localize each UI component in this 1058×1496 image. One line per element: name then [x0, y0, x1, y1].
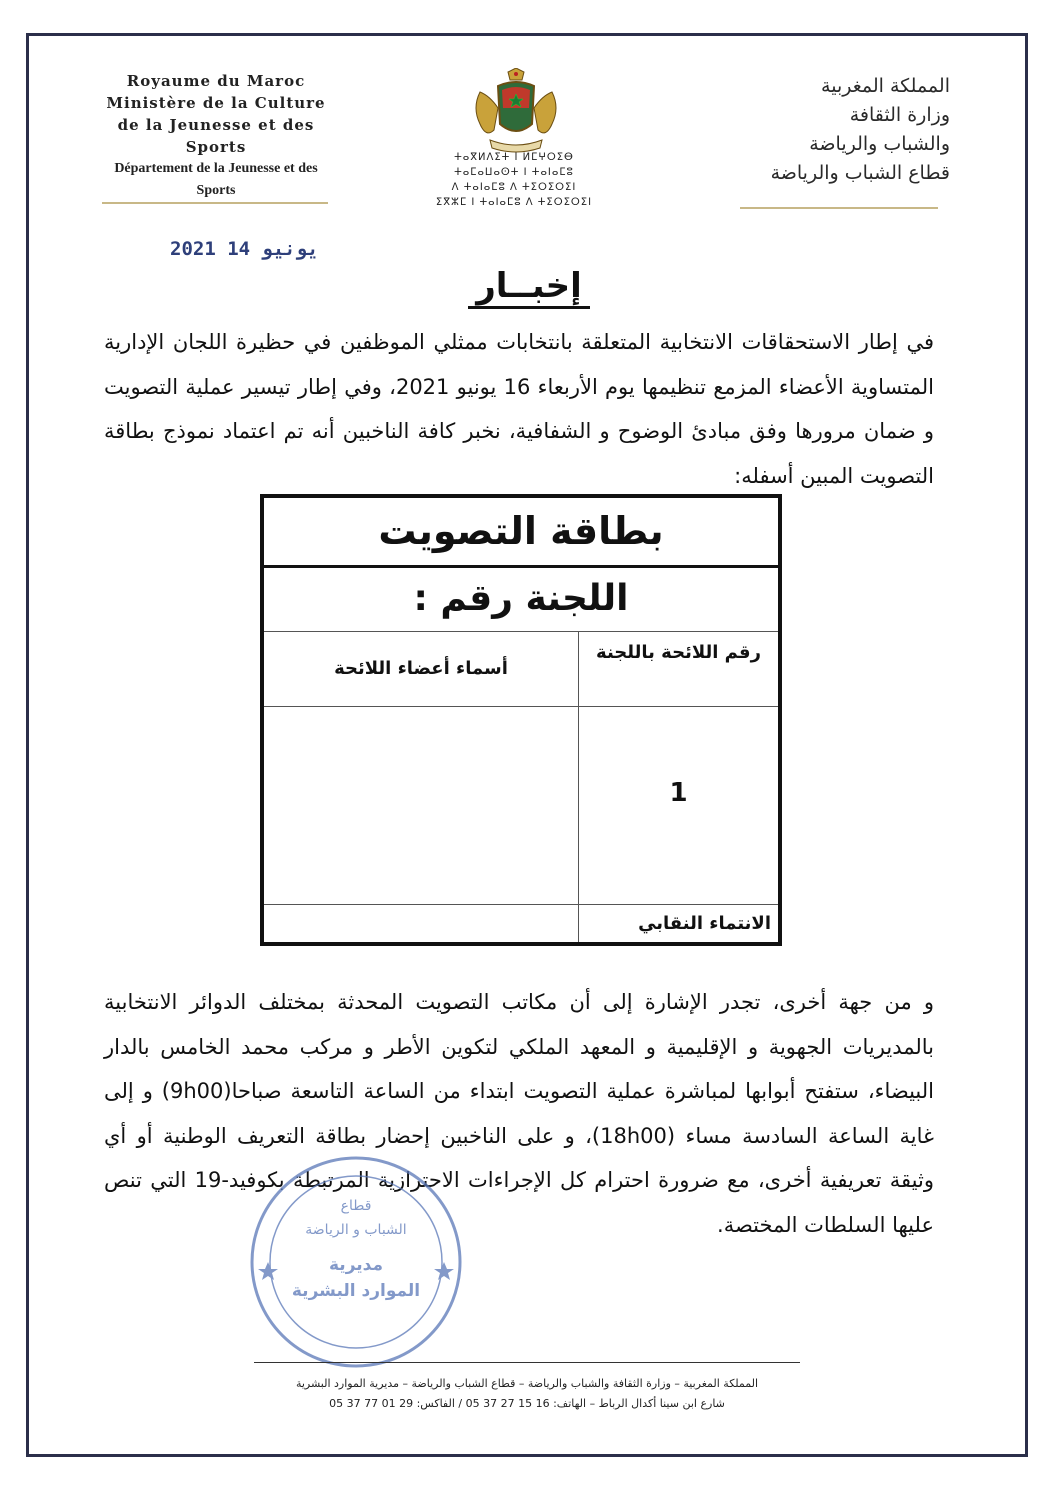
- ballot-title: بطاقة التصويت: [264, 498, 778, 568]
- closing-paragraph: و من جهة أخرى، تجدر الإشارة إلى أن مكاتب التصويت المحدثة بمختلف الدوائر الانتخابية بالمديريات الجهوية و الإقليمية و المعهد الملكي لتكوين الأطر و مركب محمد الخامس بالدار البيضاء، ستفتح أبوابها لمباشرة عملية التصويت ابتداء من الساعة التاسعة صباحا(9h00) و إلى غاية الساعة السادسة مساء (18h00)، و على الناخبين إحضار بطاقة التعريف الوطنية أو أي وثيقة تعريفية أخرى، مع ضرورة احترام كل الإجراءات الاحترازية المرتبطة بكوفيد-19 التي تنص عليها السلطات المختصة.: [104, 990, 935, 1237]
- official-seal-icon: [246, 1150, 466, 1375]
- footer-rule: [254, 1362, 800, 1363]
- ballot-header-divider: [264, 706, 778, 707]
- seal-text: مديرية: [329, 1255, 383, 1275]
- header-arabic: [720, 72, 950, 188]
- intro-paragraph: في إطار الاستحقاقات الانتخابية المتعلقة بانتخابات ممثلي الموظفين في حظيرة اللجان الإدارية المتساوية الأعضاء المزمع تنظيمها يوم الأربعاء 16 يونيو 2021، وفي إطار تيسير عملية التصويت و ضمان مرورها وفق مبادئ الوضوح و الشفافية، نخبر كافة الناخبين أنه تم اعتماد نموذج بطاقة التصويت المبين أسفله:: [104, 330, 935, 488]
- footer-line-2: شارع ابن سينا أكدال الرباط – الهاتف: 16 15 27 37 05 / الفاكس: 29 01 77 37 05: [329, 1397, 725, 1410]
- date-stamp: 2021 يونيو 14: [170, 238, 319, 260]
- footer: [254, 1374, 800, 1414]
- document-title: إخبــار: [468, 266, 590, 309]
- amazigh-line: ⵉⴳⵣⵎ ⵏ ⵜⴰⵏⴰⵎⵓ ⴷ ⵜⵉⵔⵉⵔⵉⵏ: [435, 197, 593, 208]
- header-fr-line: Ministère de la Culture: [106, 94, 326, 112]
- header-ar-line: قطاع الشباب والرياضة: [770, 162, 950, 184]
- ballot-members-header: أسماء أعضاء اللائحة: [334, 658, 508, 679]
- header-french: [100, 70, 332, 202]
- amazigh-line: ⵜⴰⴳⵍⴷⵉⵜ ⵏ ⵍⵎⵖⵔⵉⴱ: [454, 152, 574, 163]
- coat-of-arms-icon: [468, 68, 564, 160]
- document-title-wrap: [0, 266, 1058, 306]
- ballot-list-number-header: رقم اللائحة باللجنة: [596, 642, 761, 663]
- amazigh-line: ⴷ ⵜⴰⵏⴰⵎⵓ ⴷ ⵜⵉⵔⵉⵔⵉⵏ: [451, 182, 577, 193]
- ballot-list-number: 1: [669, 778, 688, 808]
- header-ar-line: المملكة المغربية: [821, 75, 950, 97]
- header-amazigh: [424, 150, 604, 210]
- header-fr-line: de la Jeunesse et des Sports: [117, 116, 315, 156]
- header-rule-right: [740, 207, 938, 209]
- header-ar-line: والشباب والرياضة: [809, 133, 950, 155]
- amazigh-line: ⵜⴰⵎⴰⵡⴰⵙⵜ ⵏ ⵜⴰⵏⴰⵎⵓ: [454, 167, 574, 178]
- header-fr-line: Département de la Jeunesse et des Sports: [114, 161, 318, 198]
- seal-text: الموارد البشرية: [291, 1281, 421, 1301]
- footer-line-1: المملكة المغربية – وزارة الثقافة والشباب والرياضة – قطاع الشباب والرياضة – مديرية الموارد البشرية: [295, 1377, 759, 1390]
- ballot-sample: [260, 494, 782, 946]
- seal-text: قطاع: [340, 1198, 372, 1214]
- header-ar-line: وزارة الثقافة: [849, 104, 950, 126]
- seal-text: الشباب و الرياضة: [305, 1222, 407, 1238]
- ballot-committee-number: اللجنة رقم :: [264, 568, 778, 632]
- header-rule-left: [102, 202, 328, 204]
- header-fr-line: Royaume du Maroc: [126, 72, 306, 90]
- ballot-affiliation-label: الانتماء النقابي: [638, 913, 771, 934]
- ballot-footer-divider: [264, 904, 778, 905]
